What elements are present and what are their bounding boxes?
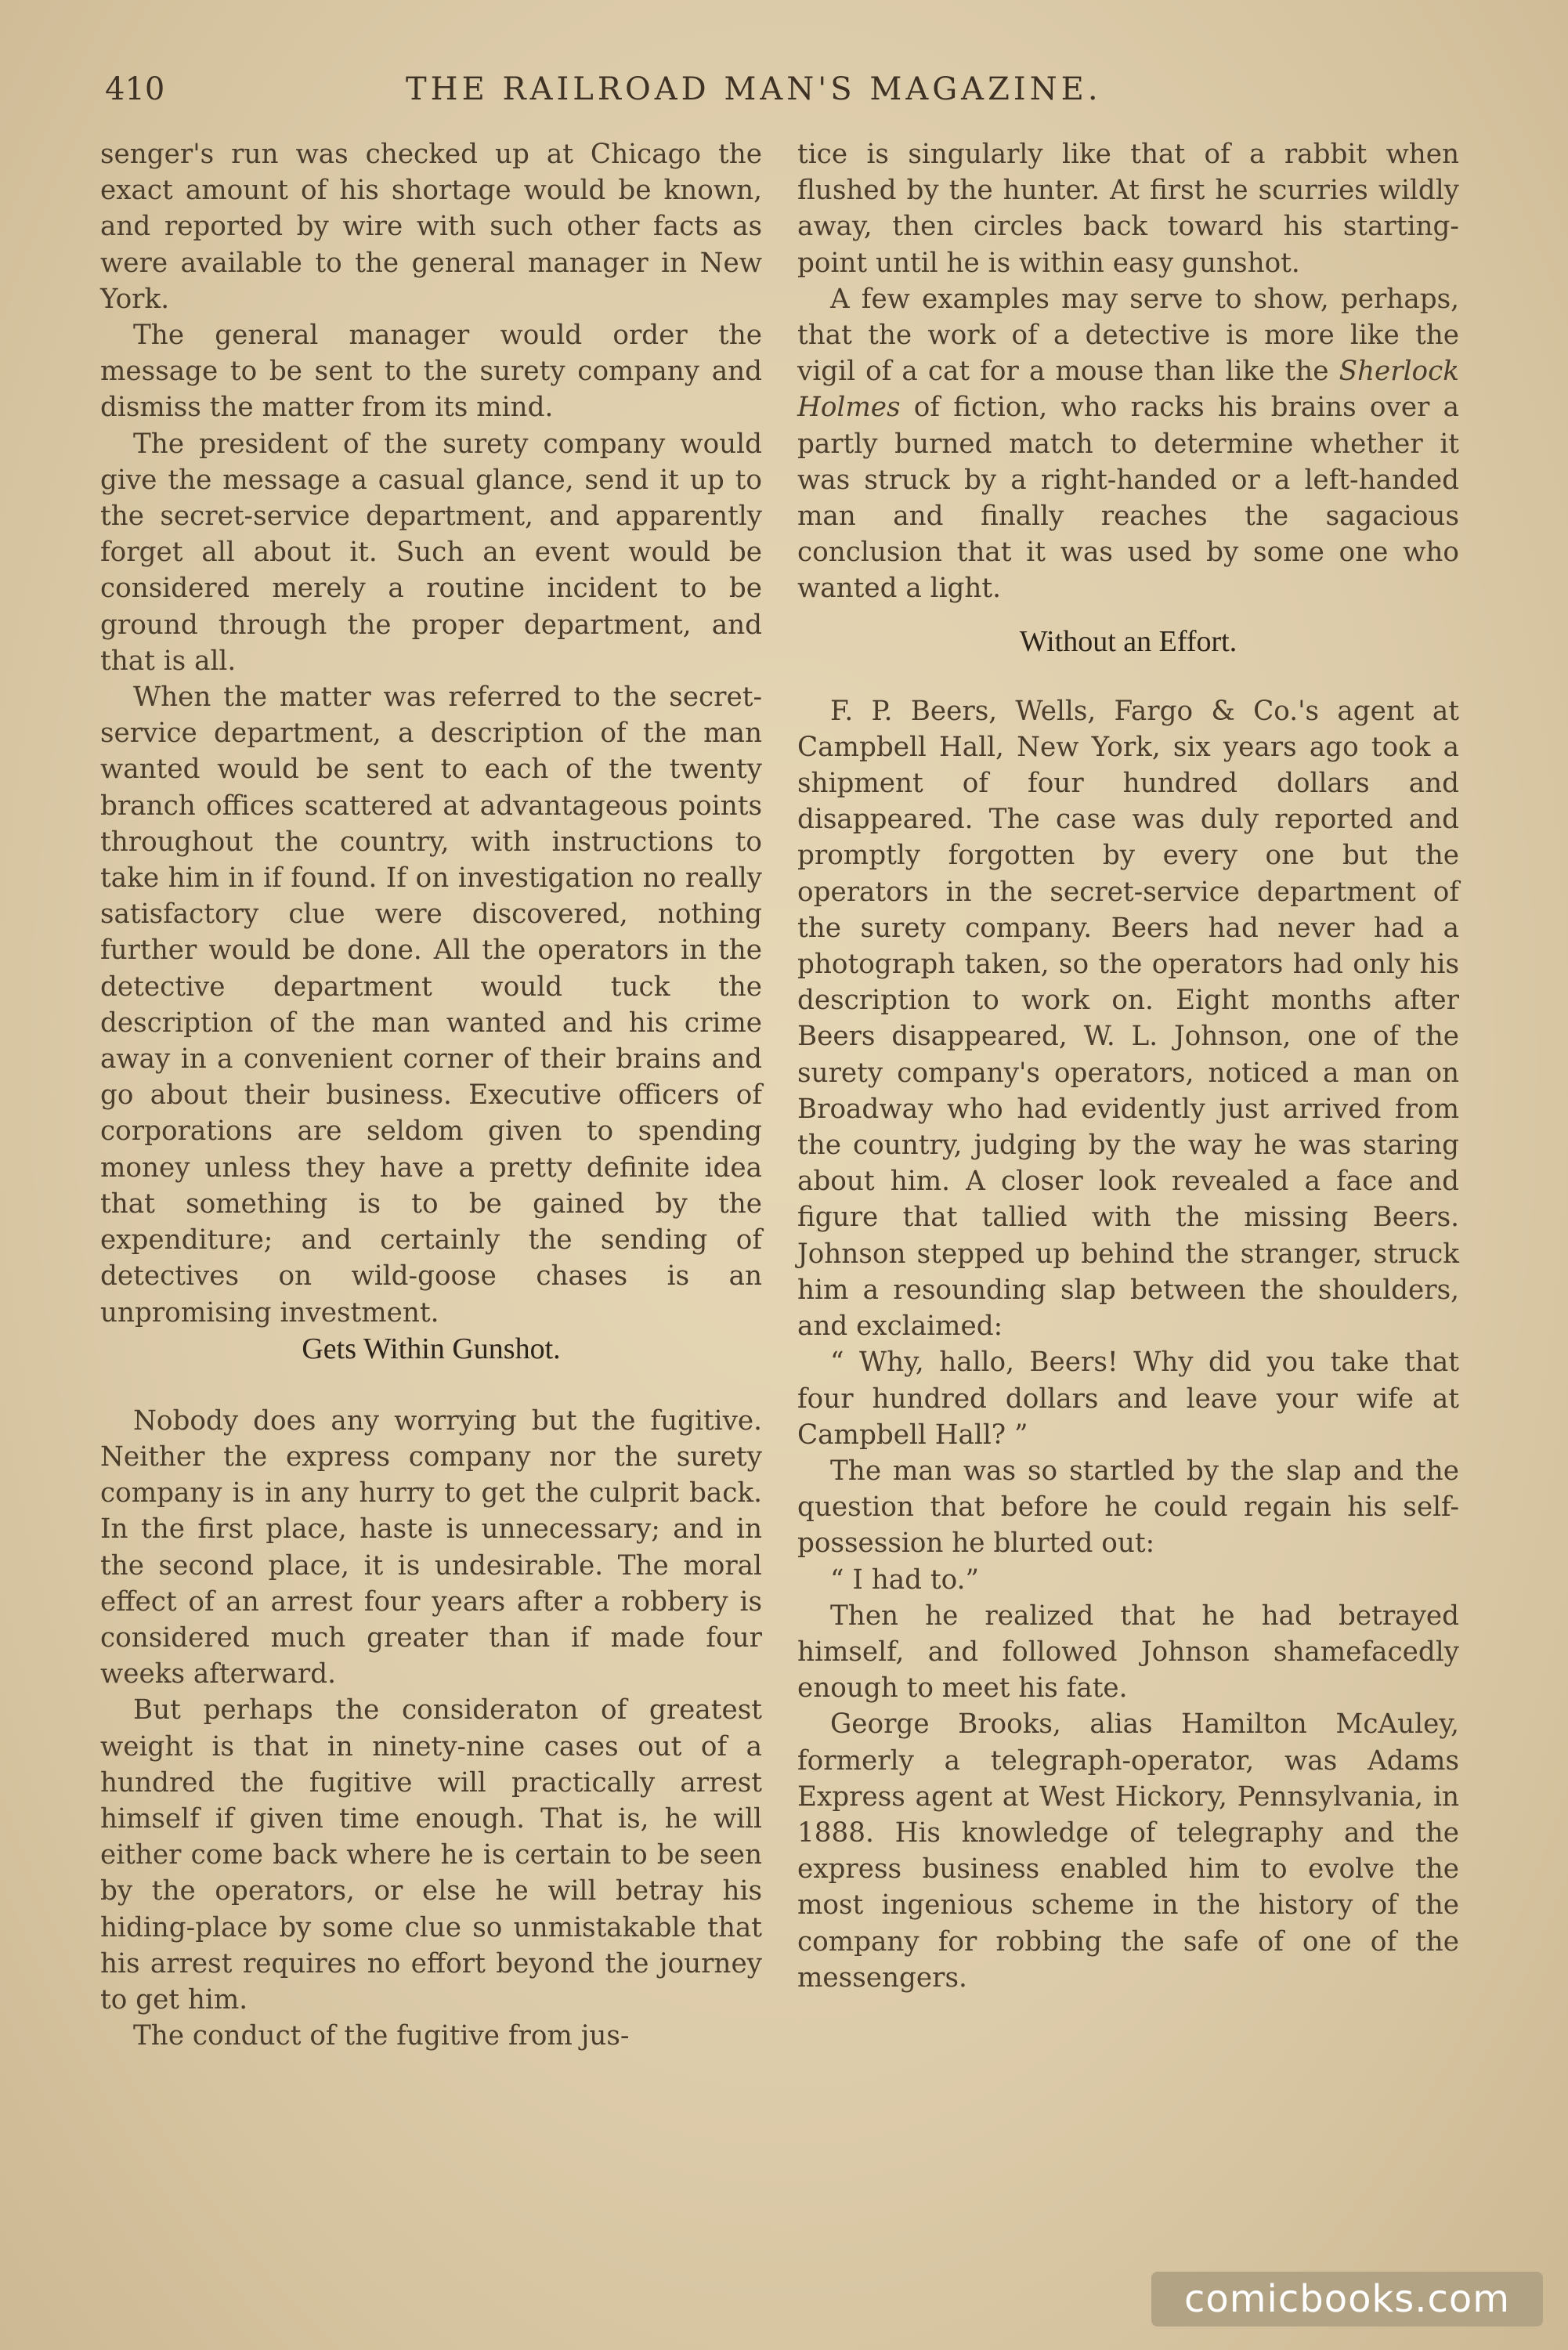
- paragraph: Then he realized that he had betrayed himself, and followed Johnson shamefacedly enough to meet his fate.: [797, 1600, 1459, 1705]
- paragraph: The president of the surety company would give the message a casual glance, send it up to the secret-service department, and apparently forget all about it. Such an event would be considered merely a routine incident to be ground through the proper department, and that is all.: [100, 428, 762, 677]
- paragraph: But perhaps the consideraton of greatest weight is that in ninety-nine cases out of a hundred the fugitive will practically arrest himself if given time enough. That is, he will either come back where he is certain to be seen by the operators, or else he will betray his hiding-place by some clue so unmistakable that his arrest requires no effort beyond the journey to get him.: [100, 1694, 762, 2016]
- right-column: [797, 136, 1459, 1996]
- running-title: THE RAILROAD MAN'S MAGAZINE.: [406, 71, 1102, 107]
- paragraph: F. P. Beers, Wells, Fargo & Co.'s agent at Campbell Hall, New York, six years ago took a shipment of four hundred dollars and disappeared. The case was duly reported and promptly forgotten by every one but the operators in the secret-service department of the surety company. Beers had never had a photograph taken, so the operators had only his description to work on. Eight months after Beers disappeared, W. L. Johnson, one of the surety company's operators, noticed a man on Broadway who had evidently just arrived from the country, judging by the way he was staring about him. A closer look revealed a face and figure that tallied with the missing Beers. Johnson stepped up behind the stranger, struck him a resounding slap between the shoulders, and exclaimed:: [797, 695, 1459, 1343]
- paragraph: Nobody does any worrying but the fugitive. Neither the express company nor the surety company is in any hurry to get the culprit back. In the first place, haste is unnecessary; and in the second place, it is undesirable. The moral effect of an arrest four years after a robbery is considered much greater than if made four weeks afterward.: [100, 1405, 762, 1690]
- paragraph: George Brooks, alias Hamilton McAuley, formerly a telegraph-operator, was Adams Express agent at West Hickory, Pennsylvania, in 1888. His knowledge of telegraphy and the express business enabled him to evolve the most ingenious scheme in the history of the company for robbing the safe of one of the messengers.: [797, 1708, 1459, 1994]
- paragraph: The general manager would order the message to be sent to the surety company and dismiss the matter from its mind.: [100, 320, 762, 424]
- paragraph: “ I had to.”: [830, 1564, 979, 1596]
- paragraph: The conduct of the fugitive from jus-: [133, 2020, 630, 2052]
- paragraph: “ Why, hallo, Beers! Why did you take that four hundred dollars and leave your wife at Campbell Hall? ”: [797, 1347, 1459, 1451]
- paragraph: tice is singularly like that of a rabbit when flushed by the hunter. At first he scurries wildly away, then circles back toward his starting-point until he is within easy gunshot.: [797, 139, 1459, 279]
- page-header: [100, 58, 1479, 121]
- paragraph: When the matter was referred to the secret-service department, a description of the man wanted would be sent to each of the twenty branch offices scattered at advantageous points throughout the country, with instructions to take him in if found. If on investigation no really satisfactory clue were discovered, nothing further would be done. All the operators in the detective department would tuck the description of the man wanted and his crime away in a convenient corner of their brains and go about their business. Executive officers of corporations are seldom given to spending money unless they have a pretty definite idea that something is to be gained by the expenditure; and certainly the sending of detectives on wild-goose chases is an unpromising investment.: [100, 682, 762, 1329]
- paragraph-text: of fiction, who racks his brains over a partly burned match to determine whether it was struck by a right-handed or a left-handed man and finally reaches the sagacious conclusion that it was used by some one who wanted a light.: [797, 392, 1459, 605]
- paragraph: senger's run was checked up at Chicago the exact amount of his shortage would be known, and reported by wire with such other facts as were available to the general manager in New York.: [100, 139, 762, 315]
- section-heading: Without an Effort.: [1019, 624, 1237, 658]
- paragraph-text: A few examples may serve to show, perhaps, that the work of a detective is more like the vigil of a cat for a mouse than like the: [797, 283, 1459, 388]
- paragraph: [797, 281, 1459, 607]
- section-heading: Gets Within Gunshot.: [302, 1332, 561, 1365]
- page-number: 410: [105, 71, 165, 107]
- watermark: comicbooks.com: [1151, 2272, 1543, 2326]
- paragraph: The man was so startled by the slap and the question that before he could regain his self-possession he blurted out:: [797, 1455, 1459, 1560]
- left-column: [100, 136, 762, 2054]
- book-title: Sherlock Holmes: [797, 356, 1459, 424]
